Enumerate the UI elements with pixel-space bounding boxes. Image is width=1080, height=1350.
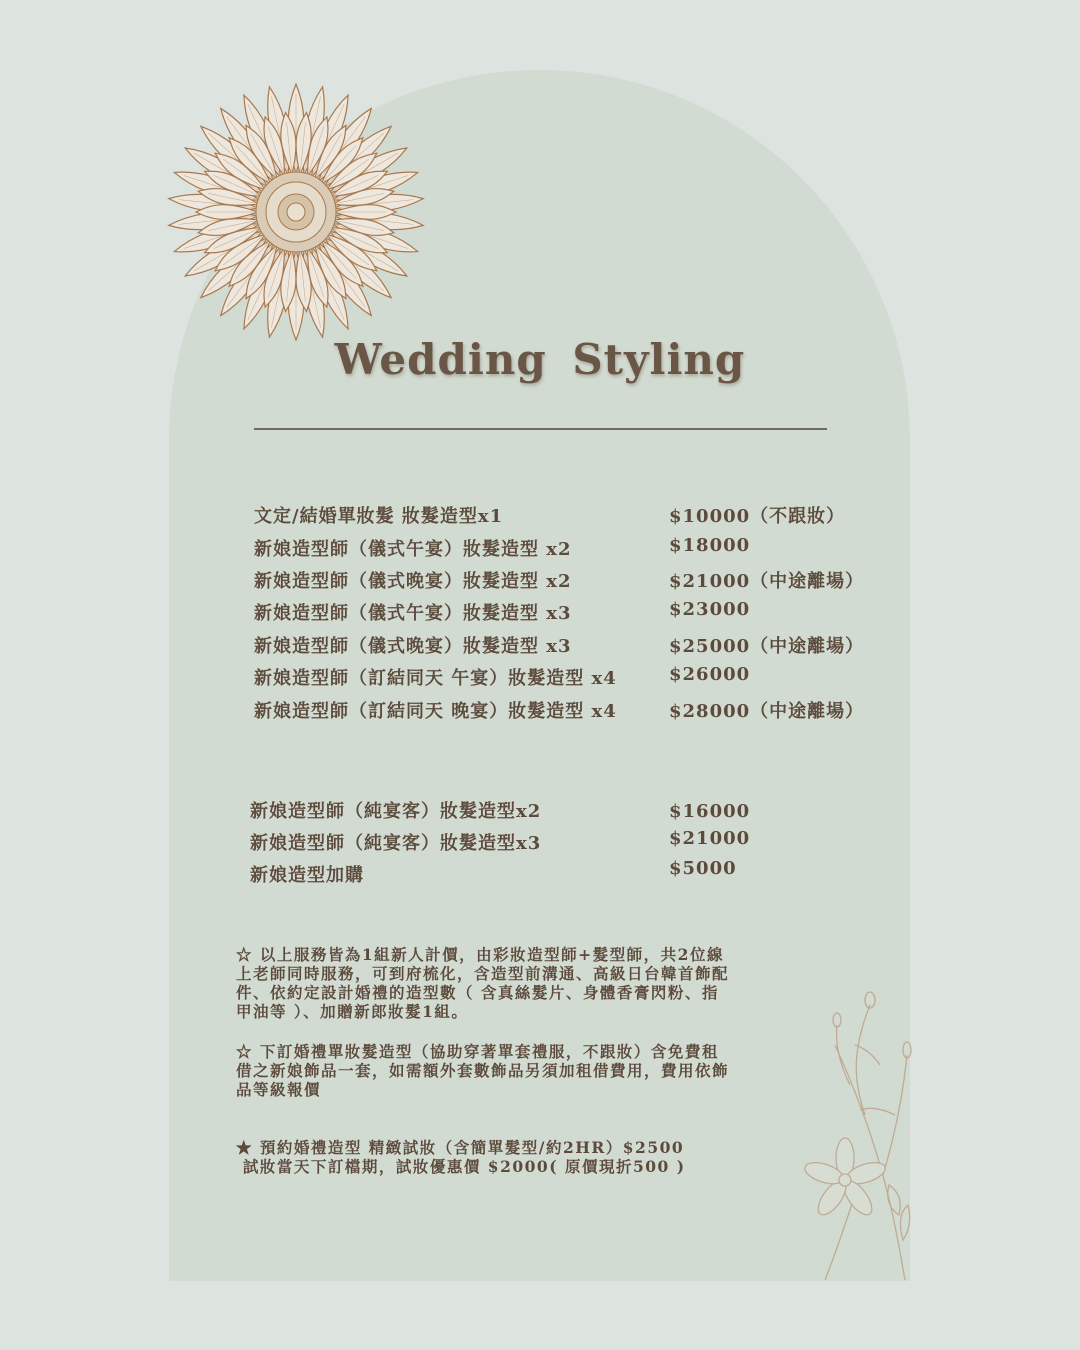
page-title: Wedding Styling (334, 335, 746, 384)
package-label: 文定/結婚單妝髮 妝髮造型x1 (254, 506, 504, 527)
package-price: $21000 (669, 828, 751, 849)
package-price: $18000 (669, 535, 751, 556)
service-note (236, 1042, 846, 1099)
note-line: 品等級報價 (236, 1080, 322, 1099)
note-line: ☆ 以上服務皆為1組新人計價，由彩妝造型師+髮型師，共2位線 (236, 945, 724, 964)
title-divider (254, 428, 827, 430)
package-price: $25000（中途離場） (669, 636, 865, 657)
package-price: $26000 (669, 664, 751, 685)
note-line: ★ 預約婚禮造型 精緻試妝（含簡單髮型/約2HR）$2500 (236, 1138, 685, 1157)
note-line: 件、依約定設計婚禮的造型數（ 含真絲髮片、身體香膏閃粉、指 (236, 983, 719, 1002)
service-note (236, 945, 846, 1021)
package-label: 新娘造型師（儀式晚宴）妝髮造型 x3 (254, 636, 572, 657)
package-label: 新娘造型加購 (250, 865, 364, 886)
package-price: $21000（中途離場） (669, 571, 865, 592)
note-line: 借之新娘飾品一套，如需額外套數飾品另須加租借費用，費用依飾 (236, 1061, 730, 1080)
note-line: 甲油等 ）、加贈新郎妝髮1組。 (236, 1002, 469, 1021)
note-line: 上老師同時服務，可到府梳化，含造型前溝通、高級日台韓首飾配 (236, 964, 730, 983)
package-label: 新娘造型師（純宴客）妝髮造型x3 (250, 833, 542, 854)
package-price: $10000（不跟妝） (669, 506, 846, 527)
package-price: $23000 (669, 599, 751, 620)
sunflower-icon (160, 72, 452, 352)
package-label: 新娘造型師（儀式午宴）妝髮造型 x3 (254, 603, 572, 624)
package-price: $28000（中途離場） (669, 701, 865, 722)
package-label: 新娘造型師（純宴客）妝髮造型x2 (250, 801, 542, 822)
package-price: $5000 (669, 858, 737, 879)
note-line: ☆ 下訂婚禮單妝髮造型（協助穿著單套禮服，不跟妝）含免費租 (236, 1042, 719, 1061)
trial-note (236, 1138, 846, 1176)
package-label: 新娘造型師（訂結同天 午宴）妝髮造型 x4 (254, 668, 617, 689)
package-price: $16000 (669, 801, 751, 822)
package-label: 新娘造型師（儀式午宴）妝髮造型 x2 (254, 539, 572, 560)
wildflower-icon (795, 985, 915, 1280)
package-label: 新娘造型師（儀式晚宴）妝髮造型 x2 (254, 571, 572, 592)
package-label: 新娘造型師（訂結同天 晚宴）妝髮造型 x4 (254, 701, 617, 722)
note-line: 試妝當天下訂檔期，試妝優惠價 $2000( 原價現折500 ) (236, 1157, 686, 1176)
